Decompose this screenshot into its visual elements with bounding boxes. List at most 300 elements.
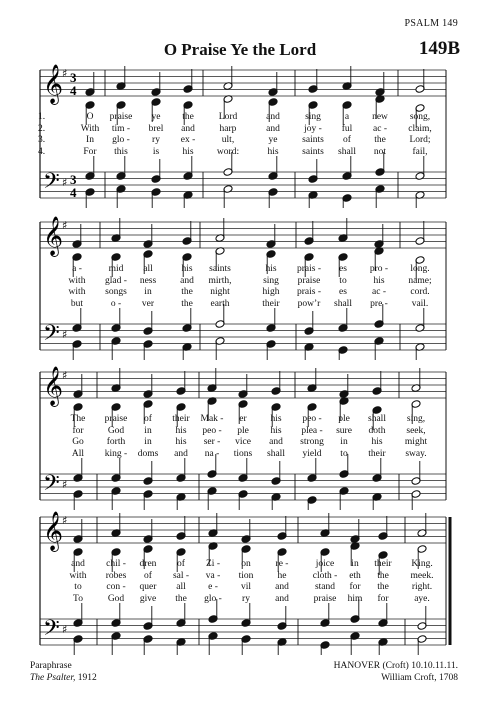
lyric-syllable: For: [83, 146, 97, 157]
lyric-syllable: stand: [314, 582, 336, 592]
lyric-line-verse-2: [0, 276, 480, 288]
bass-note: [182, 343, 192, 360]
soprano-note: [372, 371, 382, 395]
soprano-note: [268, 72, 278, 96]
soprano-note: [308, 69, 318, 93]
lyric-syllable: saints: [302, 146, 324, 157]
lyric-syllable: to: [74, 582, 82, 592]
verse-number: 1.: [38, 112, 46, 122]
bass-note: [277, 638, 287, 655]
soprano-note: [73, 374, 83, 398]
lyric-syllable: songs: [105, 287, 127, 297]
source-title: The Psalter,: [30, 673, 76, 683]
lyric-line-verse-4: [0, 299, 480, 311]
lyric-syllable: o -: [110, 298, 122, 309]
soprano-note: [271, 371, 281, 395]
bass-note: [111, 337, 121, 360]
time-signature: 4: [70, 83, 77, 98]
tenor-note: [111, 308, 121, 332]
lyric-syllable: fail,: [412, 146, 428, 157]
lyric-line-verse-1: [0, 264, 480, 276]
bass-note: [415, 191, 425, 208]
key-signature-sharp: ♯: [62, 328, 68, 341]
tenor-note: [378, 603, 388, 627]
soprano-note: [374, 224, 384, 248]
lyric-syllable: praise: [109, 112, 133, 122]
soprano-note: [85, 72, 95, 96]
tenor-note: [73, 458, 83, 482]
hymn-title: O Praise Ye the Lord: [163, 40, 317, 59]
lyric-syllable: sing: [263, 275, 279, 286]
lyric-syllable: na -: [204, 448, 220, 459]
lyric-syllable: with: [68, 275, 86, 286]
lyric-syllable: The: [70, 414, 86, 424]
lyric-syllable: the: [377, 570, 389, 581]
lyric-syllable: to: [340, 448, 348, 459]
lyric-syllable: plea -: [301, 425, 323, 436]
lyric-line-verse-1: [0, 559, 480, 571]
time-signature: 4: [70, 185, 77, 200]
lyric-syllable: God: [107, 593, 125, 604]
lyric-syllable: the: [182, 112, 194, 122]
lyric-syllable: peo -: [302, 414, 322, 424]
lyric-syllable: his: [175, 425, 187, 436]
text-credit: [30, 660, 97, 684]
lyric-syllable: ness: [139, 275, 157, 286]
lyric-syllable: his: [371, 437, 383, 447]
lyric-syllable: praise: [313, 593, 337, 604]
lyric-line-verse-1: [0, 112, 480, 124]
lyric-syllable: harp: [219, 123, 237, 134]
lyric-line-verse-3: [0, 437, 480, 449]
lyric-syllable: tim -: [111, 123, 131, 134]
tenor-note: [238, 458, 248, 482]
lyric-syllable: and: [269, 437, 283, 447]
verse-number: 3.: [38, 135, 46, 145]
lyric-syllable: their: [374, 559, 392, 569]
bass-note: [208, 632, 218, 655]
lyric-syllable: his: [182, 146, 194, 157]
bass-note: [116, 185, 126, 208]
bass-note: [338, 346, 348, 360]
music-system-1: [0, 58, 480, 208]
soprano-note: [415, 221, 425, 245]
composer: William Croft, 1708: [381, 673, 458, 683]
tune-name: HANOVER (Croft) 10.10.11.11.: [333, 661, 458, 671]
lyric-syllable: of: [177, 559, 185, 569]
lyric-syllable: shall: [368, 414, 386, 424]
lyric-syllable: ry: [152, 135, 160, 145]
lyric-syllable: sway.: [405, 448, 427, 459]
lyric-syllable: brel: [148, 123, 164, 134]
lyric-syllable: seek,: [406, 425, 426, 436]
key-signature-sharp: ♯: [62, 176, 68, 189]
lyric-syllable: for: [377, 593, 389, 604]
tenor-note: [143, 461, 153, 485]
tenor-note: [271, 461, 281, 485]
lyric-syllable: glo -: [112, 135, 130, 145]
soprano-note: [339, 374, 349, 398]
lyric-syllable: for: [349, 582, 361, 592]
lyric-syllable: es: [339, 287, 347, 297]
lyric-syllable: shall: [267, 448, 285, 459]
tenor-note: [72, 308, 82, 332]
lyric-syllable: ser -: [203, 437, 221, 447]
lyric-syllable: O: [86, 112, 94, 122]
lyric-syllable: strong: [300, 437, 324, 447]
lyric-line-verse-3: [0, 582, 480, 594]
source-year: 1912: [77, 673, 97, 683]
lyric-syllable: yield: [302, 448, 322, 459]
key-signature-sharp: ♯: [62, 478, 68, 491]
lyric-syllable: with: [68, 287, 86, 297]
bass-clef-icon: 𝄢: [43, 321, 60, 351]
lyric-syllable: song,: [409, 112, 431, 122]
lyric-syllable: he: [277, 570, 287, 581]
lyric-syllable: quer: [139, 582, 157, 592]
tenor-note: [176, 458, 186, 482]
lyric-syllable: the: [181, 298, 193, 309]
bass-note: [111, 632, 121, 655]
lyric-syllable: ful: [341, 123, 353, 134]
lyric-syllable: for: [72, 425, 84, 436]
lyric-syllable: shall: [334, 298, 352, 309]
lyric-syllable: pow’r: [297, 298, 321, 309]
lyric-line-verse-2: [0, 571, 480, 583]
lyric-line-verse-4: [0, 594, 480, 606]
bass-note: [374, 337, 384, 360]
lyric-syllable: his: [373, 275, 385, 286]
tenor-note: [277, 606, 287, 630]
lyric-syllable: glo -: [204, 593, 222, 604]
lyric-syllable: the: [377, 582, 389, 592]
lyric-syllable: and: [180, 275, 194, 286]
bass-note: [304, 343, 314, 360]
lyric-syllable: forth: [106, 437, 126, 447]
lyric-syllable: peo -: [202, 425, 222, 436]
lyric-syllable: doms: [137, 448, 159, 459]
psalm-label: PSALM 149: [404, 18, 458, 29]
bass-note: [320, 641, 330, 655]
lyric-syllable: cord.: [410, 287, 430, 297]
lyric-syllable: of: [144, 414, 152, 424]
lyric-syllable: earth: [210, 298, 230, 309]
tenor-note: [182, 308, 192, 332]
tenor-note: [111, 603, 121, 627]
lyric-line-verse-2: [0, 426, 480, 438]
lyric-syllable: in: [144, 425, 152, 436]
lyric-syllable: king -: [104, 448, 128, 459]
time-signature: 3: [70, 70, 77, 85]
key-signature-sharp: ♯: [62, 67, 68, 80]
lyric-syllable: joy -: [304, 123, 322, 134]
tenor-note: [73, 603, 83, 627]
lyric-syllable: long.: [410, 264, 430, 274]
tenor-note: [183, 156, 193, 180]
lyric-syllable: and: [174, 448, 188, 459]
lyric-line-verse-1: [0, 414, 480, 426]
tenor-note: [266, 308, 276, 332]
lyric-syllable: joice: [315, 559, 335, 569]
soprano-note: [73, 519, 83, 543]
key-signature-sharp: ♯: [62, 219, 68, 232]
tenor-note: [143, 606, 153, 630]
lyric-syllable: ple: [237, 425, 249, 436]
lyric-syllable: in: [340, 437, 348, 447]
soprano-note: [143, 374, 153, 398]
lyric-syllable: him: [347, 593, 363, 604]
soprano-note: [176, 371, 186, 395]
lyric-syllable: a -: [72, 264, 82, 274]
tenor-note: [342, 156, 352, 180]
lyric-syllable: e -: [208, 582, 218, 592]
lyric-syllable: high: [262, 287, 280, 297]
lyric-syllable: of: [343, 135, 351, 145]
tenor-note: [143, 311, 153, 335]
lyric-line-verse-4: [0, 147, 480, 159]
lyric-syllable: in: [351, 559, 359, 569]
lyric-syllable: their: [368, 448, 386, 459]
bass-note: [375, 185, 385, 208]
lyric-syllable: To: [73, 593, 83, 604]
lyric-syllable: prais -: [296, 264, 322, 274]
treble-staff: [40, 222, 446, 248]
tenor-note: [411, 461, 421, 485]
hymn-number: 149B: [418, 38, 460, 59]
lyric-syllable: pre -: [370, 298, 388, 309]
lyric-syllable: right.: [411, 582, 433, 592]
bass-staff: [40, 172, 446, 198]
lyric-syllable: their: [172, 414, 190, 424]
lyric-syllable: and: [275, 582, 289, 592]
key-signature-sharp: ♯: [62, 514, 68, 527]
tenor-note: [268, 156, 278, 180]
lyric-syllable: glad -: [105, 275, 127, 286]
lyric-syllable: With: [80, 123, 100, 134]
tenor-note: [372, 458, 382, 482]
lyric-syllable: ex -: [180, 135, 196, 145]
lyric-syllable: praise: [297, 275, 321, 286]
lyric-syllable: Go: [72, 437, 84, 447]
time-signature: 3: [70, 172, 77, 187]
soprano-note: [176, 516, 186, 540]
lyric-syllable: meek.: [410, 570, 434, 581]
lyric-syllable: tions: [233, 448, 253, 459]
lyric-syllable: aye.: [414, 593, 430, 604]
bass-note: [183, 191, 193, 208]
tenor-note: [338, 308, 348, 332]
lyric-syllable: the: [181, 287, 193, 297]
lyric-syllable: claim,: [408, 123, 432, 134]
lyric-syllable: word:: [216, 146, 240, 157]
lyric-syllable: vil: [240, 582, 252, 592]
lyric-syllable: to: [339, 275, 347, 286]
tenor-note: [85, 156, 95, 180]
lyric-syllable: praise: [104, 414, 128, 424]
lyric-syllable: vice: [235, 437, 251, 447]
lyric-syllable: re -: [275, 559, 289, 569]
lyric-syllable: name;: [408, 275, 432, 286]
lyric-syllable: va -: [205, 570, 221, 581]
tenor-note: [308, 159, 318, 183]
lyric-syllable: and: [275, 593, 289, 604]
soprano-note: [415, 69, 425, 93]
lyric-syllable: sing: [305, 112, 321, 122]
lyric-syllable: All: [71, 448, 85, 459]
lyric-syllable: chil -: [106, 559, 126, 569]
lyric-syllable: Mak -: [200, 414, 224, 424]
music-system-4: [0, 505, 480, 655]
soprano-note: [143, 224, 153, 248]
tenor-note: [417, 606, 427, 630]
music-system-2: [0, 210, 480, 360]
lyric-syllable: his: [270, 414, 282, 424]
soprano-note: [72, 224, 82, 248]
lyric-syllable: shall: [338, 146, 356, 157]
treble-staff: [40, 70, 446, 96]
lyric-syllable: saints: [302, 135, 324, 145]
lyric-syllable: the: [374, 135, 386, 145]
tenor-note: [304, 311, 314, 335]
lyric-syllable: ac -: [373, 123, 387, 134]
tenor-note: [415, 308, 425, 332]
lyric-syllable: Zi -: [206, 559, 220, 569]
tenor-note: [116, 156, 126, 180]
lyric-syllable: er: [239, 414, 247, 424]
soprano-note: [183, 69, 193, 93]
lyric-syllable: in: [144, 437, 152, 447]
bass-note: [215, 337, 225, 360]
soprano-note: [143, 519, 153, 543]
soprano-note: [182, 221, 192, 245]
lyric-syllable: night: [210, 287, 230, 297]
lyric-syllable: prais -: [296, 287, 322, 297]
soprano-note: [375, 72, 385, 96]
lyric-syllable: his: [181, 264, 193, 274]
lyric-syllable: give: [139, 593, 157, 604]
bass-note: [223, 185, 233, 208]
lyric-syllable: his: [265, 264, 277, 274]
tenor-note: [111, 458, 121, 482]
key-signature-sharp: ♯: [62, 623, 68, 636]
lyric-syllable: ple: [338, 414, 350, 424]
lyric-syllable: mirth,: [208, 275, 232, 286]
tenor-note: [307, 458, 317, 482]
lyric-syllable: and: [71, 559, 85, 569]
lyric-syllable: con -: [106, 582, 126, 592]
bass-note: [308, 191, 318, 208]
lyric-syllable: mid: [108, 264, 124, 274]
lyric-syllable: sal -: [172, 570, 190, 581]
tenor-note: [241, 603, 251, 627]
lyric-syllable: his: [270, 425, 282, 436]
bass-note: [342, 194, 352, 208]
lyric-syllable: King.: [411, 559, 433, 569]
tenor-note: [151, 159, 161, 183]
soprano-note: [350, 519, 360, 543]
lyric-syllable: ult,: [221, 135, 235, 145]
bass-staff: [40, 324, 446, 350]
lyric-syllable: of: [144, 570, 152, 581]
lyric-syllable: sing,: [406, 414, 426, 424]
lyric-syllable: sure: [336, 425, 352, 436]
tune-credit: [334, 660, 458, 684]
lyric-syllable: on: [241, 559, 251, 569]
lyric-syllable: ver: [141, 298, 155, 309]
lyric-syllable: robes: [105, 570, 127, 581]
lyric-syllable: all: [143, 264, 153, 274]
lyric-syllable: not: [373, 146, 387, 157]
lyric-syllable: but: [70, 298, 84, 309]
lyric-syllable: might: [404, 437, 428, 447]
lyric-syllable: eth: [349, 570, 361, 581]
lyric-line-verse-3: [0, 287, 480, 299]
soprano-note: [241, 519, 251, 543]
lyric-syllable: ye: [268, 135, 278, 145]
tenor-note: [415, 156, 425, 180]
lyric-syllable: is: [152, 146, 160, 157]
soprano-note: [266, 224, 276, 248]
lyric-syllable: In: [86, 135, 94, 145]
lyric-syllable: Lord: [218, 112, 238, 122]
soprano-note: [238, 374, 248, 398]
lyric-syllable: pro -: [369, 264, 389, 274]
soprano-note: [151, 72, 161, 96]
tenor-note: [320, 603, 330, 627]
lyric-syllable: with: [69, 570, 87, 581]
lyric-syllable: vail.: [411, 298, 429, 309]
bass-note: [350, 632, 360, 655]
treble-clef-icon: 𝄞: [43, 511, 64, 551]
verse-number: 2.: [38, 123, 46, 134]
verse-number: 4.: [38, 146, 46, 157]
soprano-note: [277, 516, 287, 540]
lyric-syllable: tion: [238, 570, 254, 581]
lyric-syllable: and: [266, 123, 280, 134]
bass-note: [378, 638, 388, 655]
paraphrase-label: Paraphrase: [30, 661, 72, 671]
lyric-syllable: ac -: [372, 287, 386, 297]
treble-clef-icon: 𝄞: [43, 366, 64, 406]
soprano-note: [304, 221, 314, 245]
lyric-syllable: his: [175, 437, 187, 447]
lyric-syllable: all: [176, 582, 186, 592]
lyric-syllable: es: [339, 264, 347, 274]
lyric-line-verse-4: [0, 449, 480, 461]
treble-clef-icon: 𝄞: [43, 216, 64, 256]
lyric-syllable: new: [372, 112, 388, 122]
music-system-3: [0, 360, 480, 510]
lyric-syllable: cloth -: [312, 570, 338, 581]
lyric-syllable: ry: [242, 593, 250, 604]
lyric-syllable: his: [267, 146, 279, 157]
bass-note: [176, 638, 186, 655]
bass-note: [415, 343, 425, 360]
lyric-syllable: and: [181, 123, 195, 134]
soprano-note: [378, 516, 388, 540]
lyric-syllable: saints: [209, 264, 231, 274]
lyric-syllable: God: [107, 425, 125, 436]
lyric-syllable: their: [262, 298, 280, 309]
lyric-syllable: this: [114, 146, 128, 157]
lyric-line-verse-3: [0, 135, 480, 147]
bass-clef-icon: 𝄢: [43, 616, 60, 646]
lyric-syllable: a: [344, 112, 350, 122]
treble-clef-icon: 𝄞: [43, 64, 64, 104]
lyric-line-verse-2: [0, 124, 480, 136]
bass-clef-icon: 𝄢: [43, 169, 60, 199]
lyric-syllable: dren: [139, 559, 157, 569]
